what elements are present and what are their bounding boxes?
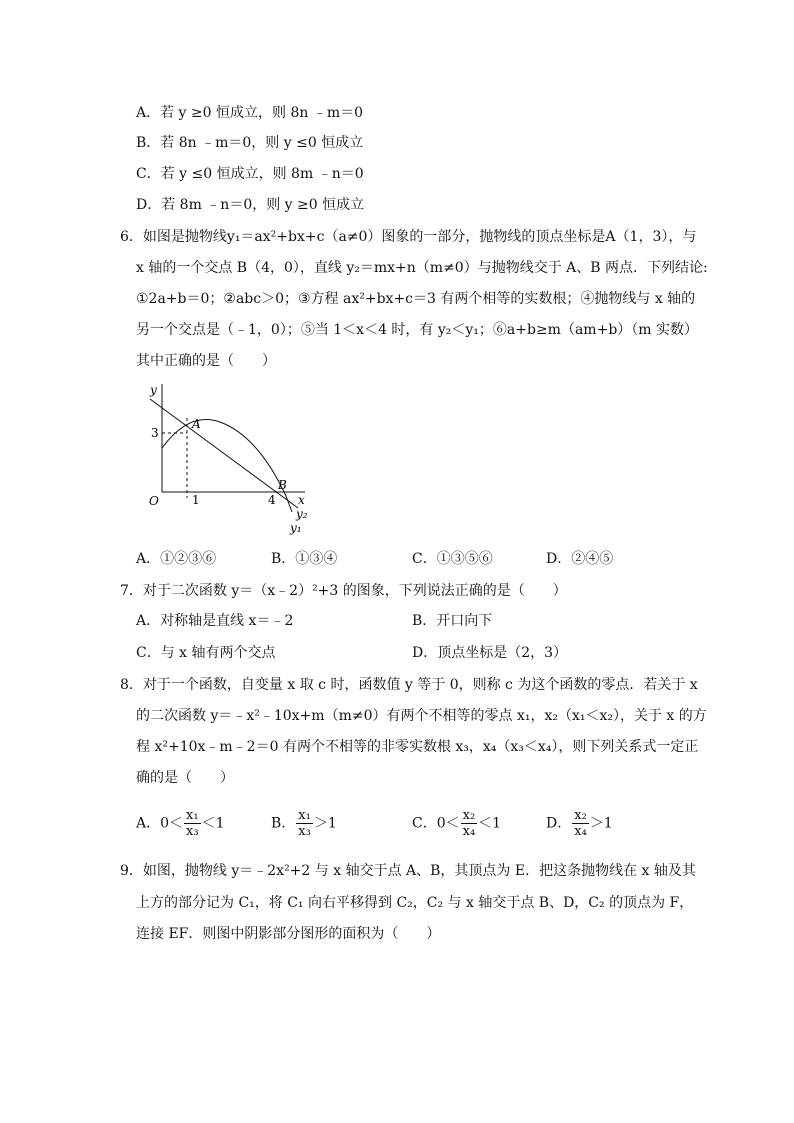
fraction-denominator: x₃ — [186, 824, 199, 839]
q8-option-c-fraction — [461, 808, 478, 839]
q6-option-b: B．①③④ — [271, 551, 338, 567]
q6-option-d: D．②④⑤ — [546, 551, 614, 567]
fraction-numerator: x₁ — [298, 808, 311, 823]
q8-option-b-prefix: B． — [271, 815, 296, 832]
q8-option-a-suffix: ＜1 — [201, 815, 225, 832]
fraction-denominator: x₄ — [462, 824, 476, 839]
q7-option-a: A．对称轴是直线 x＝﹣2 — [136, 613, 294, 629]
q8-option-c-prefix: C．0＜ — [412, 815, 460, 832]
q7-option-b: B．开口向下 — [412, 613, 493, 629]
q7-stem: 7．对于二次函数 y＝（x﹣2）²+3 的图象，下列说法正确的是（ ） — [120, 583, 567, 599]
q8-option-b-suffix: ＞1 — [313, 815, 337, 832]
q5-option-b: B．若 8n ﹣m＝0，则 y ≤0 恒成立 — [136, 135, 364, 151]
q8-option-c — [412, 808, 501, 839]
q8-stem-line-3: 程 x²+10x﹣m﹣2＝0 有两个不相等的非零实数根 x₃，x₄（x₃＜x₄），则下列关系式一定正 — [136, 739, 699, 755]
q5-option-a: A．若 y ≥0 恒成立，则 8n ﹣m＝0 — [136, 105, 364, 121]
q8-option-c-suffix: ＜1 — [478, 815, 502, 832]
q5-option-d: D．若 8m ﹣n＝0，则 y ≥0 恒成立 — [136, 197, 365, 213]
q6-option-c: C．①③⑤⑥ — [412, 551, 493, 567]
q8-option-d-suffix: ＞1 — [589, 815, 613, 832]
label-origin: O — [149, 494, 159, 508]
label-y2: y₂ — [296, 507, 308, 521]
q6-stem-line-4: 另一个交点是（﹣1，0）；⑤当 1＜x＜4 时，有 y₂＜y₁；⑥a+b≥m（am+b）（m 实数） — [136, 322, 699, 338]
q6-option-a: A．①②③⑥ — [136, 551, 217, 567]
q8-stem-line-4: 确的是（ ） — [136, 770, 234, 786]
fraction-numerator: x₁ — [186, 808, 199, 823]
q8-option-d-fraction — [572, 808, 589, 839]
q6-stem-line-3: ①2a+b＝0；②abc＞0；③方程 ax²+bx+c＝3 有两个相等的实数根；④抛物线与 x 轴的 — [136, 291, 696, 307]
q9-stem-line-1: 9．如图，抛物线 y＝﹣2x²+2 与 x 轴交于点 A、B，其顶点为 E．把这条抛物线在 x 轴及其 — [120, 863, 696, 879]
fraction-numerator: x₂ — [462, 808, 476, 823]
q8-option-d — [546, 808, 613, 839]
q6-stem-line-2: x 轴的一个交点 B（4，0），直线 y₂＝mx+n（m≠0）与抛物线交于 A、B 两点．下列结论: — [136, 260, 708, 276]
q7-option-d: D．顶点坐标是（2，3） — [412, 645, 568, 661]
q6-stem-line-5: 其中正确的是（ ） — [136, 353, 276, 369]
q8-option-b — [271, 808, 337, 839]
q8-stem-line-1: 8．对于一个函数，自变量 x 取 c 时，函数值 y 等于 0，则称 c 为这个函数的零点．若关于 x — [120, 677, 698, 693]
label-y: y — [150, 383, 157, 397]
q6-graph — [140, 378, 320, 538]
fraction-numerator: x₂ — [574, 808, 587, 823]
label-x: x — [298, 493, 305, 507]
q8-option-a — [136, 808, 225, 839]
label-y1: y₁ — [290, 521, 302, 535]
fraction-denominator: x₃ — [298, 824, 311, 839]
q9-stem-line-2: 上方的部分记为 C₁，将 C₁ 向右平移得到 C₂，C₂ 与 x 轴交于点 B、D，C₂ 的顶点为 F， — [136, 895, 694, 911]
q8-option-d-prefix: D． — [546, 815, 572, 832]
q8-option-a-prefix: A．0＜ — [136, 815, 184, 832]
q8-option-a-fraction — [184, 808, 201, 839]
label-1: 1 — [192, 493, 200, 507]
q7-option-c: C．与 x 轴有两个交点 — [136, 645, 276, 661]
fraction-denominator: x₄ — [574, 824, 587, 839]
q8-option-b-fraction — [296, 808, 313, 839]
label-point-b: B — [278, 478, 287, 492]
label-3: 3 — [151, 426, 159, 440]
q6-stem-line-1: 6．如图是抛物线y₁＝ax²+bx+c（a≠0）图象的一部分，抛物线的顶点坐标是A（1，3），与 — [120, 229, 697, 245]
label-point-a: A — [192, 417, 201, 431]
q8-stem-line-2: 的二次函数 y＝﹣x²﹣10x+m（m≠0）有两个不相等的零点 x₁，x₂（x₁＜x₂），关于 x 的方 — [136, 708, 707, 724]
q9-stem-line-3: 连接 EF．则图中阴影部分图形的面积为（ ） — [136, 926, 441, 942]
label-4: 4 — [268, 493, 276, 507]
q5-option-c: C．若 y ≤0 恒成立，则 8m ﹣n＝0 — [136, 166, 364, 182]
